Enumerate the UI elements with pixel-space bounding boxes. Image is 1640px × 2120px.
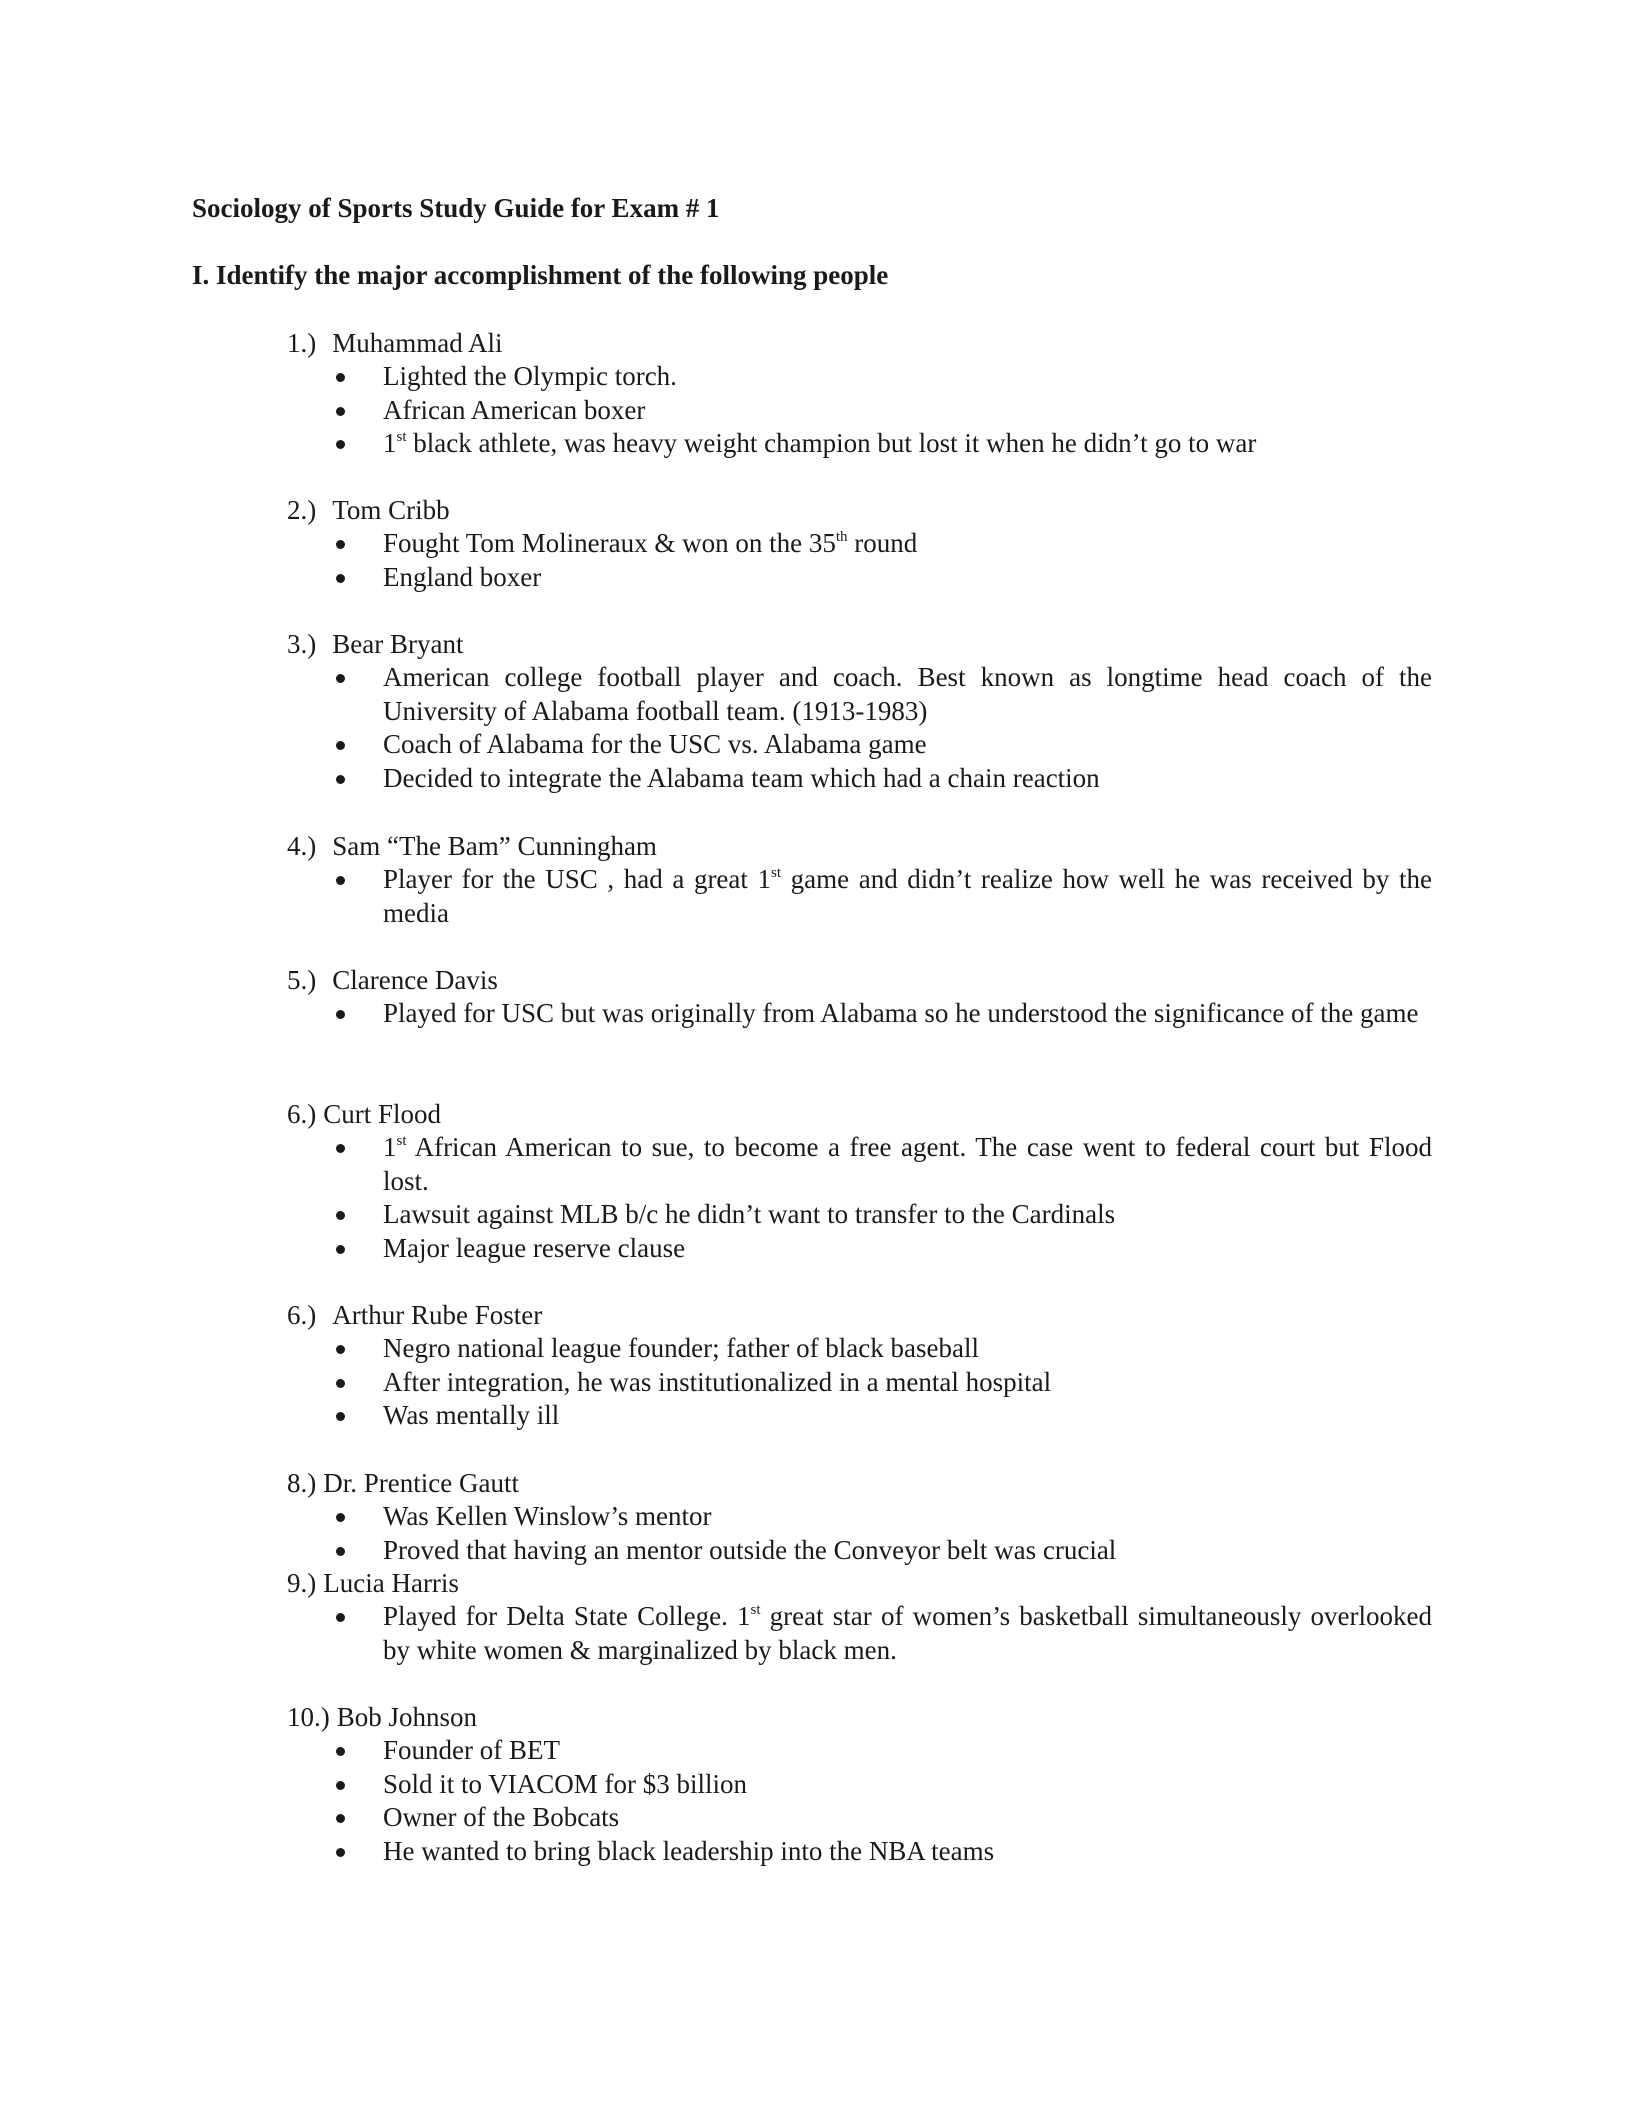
bullet-item: Proved that having an mentor outside the Conveyor belt was crucial xyxy=(0,1534,1432,1568)
entry-name: Bob Johnson xyxy=(336,1702,478,1732)
entry-name: Lucia Harris xyxy=(323,1568,459,1598)
bullet-dot-icon xyxy=(336,540,345,549)
bullet-item: England boxer xyxy=(0,561,1432,595)
entry-heading xyxy=(287,1466,519,1500)
entry-number: 6.) xyxy=(287,1099,317,1129)
bullet-list xyxy=(0,1734,1640,1868)
bullet-dot-icon xyxy=(336,876,345,885)
bullet-list xyxy=(0,661,1640,795)
bullet-dot-icon xyxy=(336,1781,345,1790)
bullet-item: 1st black athlete, was heavy weight champion but lost it when he didn’t go to war xyxy=(0,427,1432,461)
entry-name: Sam “The Bam” Cunningham xyxy=(332,831,657,861)
bullet-dot-icon xyxy=(336,775,345,784)
bullet-dot-icon xyxy=(336,1513,345,1522)
entry-number: 9.) xyxy=(287,1568,317,1598)
bullet-dot-icon xyxy=(336,1814,345,1823)
bullet-item: Lawsuit against MLB b/c he didn’t want to transfer to the Cardinals xyxy=(0,1198,1432,1232)
entry-number: 1.) xyxy=(287,328,317,358)
bullet-dot-icon xyxy=(336,1345,345,1354)
bullet-dot-icon xyxy=(336,741,345,750)
bullet-dot-icon xyxy=(336,674,345,683)
entry-number: 6.) xyxy=(287,1300,317,1330)
entry-name: Clarence Davis xyxy=(332,965,498,995)
bullet-item: Fought Tom Molineraux & won on the 35th round xyxy=(0,527,1432,561)
bullet-list xyxy=(0,360,1640,461)
entry-name: Bear Bryant xyxy=(332,629,464,659)
bullet-item: Was Kellen Winslow’s mentor xyxy=(0,1500,1432,1534)
entry-heading xyxy=(287,1097,441,1131)
document-title: Sociology of Sports Study Guide for Exam # 1 xyxy=(192,193,720,223)
bullet-list xyxy=(0,1131,1640,1265)
entry-heading xyxy=(287,1298,542,1332)
entry-heading xyxy=(287,326,503,360)
entry-heading xyxy=(287,493,450,527)
bullet-item: Played for Delta State College. 1st great star of women’s basketball simultaneously overlooked by white women & marginalized by black men. xyxy=(0,1600,1432,1667)
bullet-dot-icon xyxy=(336,1144,345,1153)
bullet-item: Decided to integrate the Alabama team which had a chain reaction xyxy=(0,762,1432,796)
bullet-item: After integration, he was institutionalized in a mental hospital xyxy=(0,1366,1432,1400)
bullet-dot-icon xyxy=(336,407,345,416)
bullet-item: Major league reserve clause xyxy=(0,1232,1432,1266)
bullet-dot-icon xyxy=(336,440,345,449)
bullet-dot-icon xyxy=(336,1547,345,1556)
entry-name: Arthur Rube Foster xyxy=(332,1300,543,1330)
bullet-list xyxy=(0,527,1640,594)
bullet-dot-icon xyxy=(336,1613,345,1622)
bullet-dot-icon xyxy=(336,1848,345,1857)
bullet-item: American college football player and coach. Best known as longtime head coach of the University of Alabama football team. (1913-1983) xyxy=(0,661,1432,728)
entry-number: 2.) xyxy=(287,495,317,525)
bullet-item: He wanted to bring black leadership into the NBA teams xyxy=(0,1835,1432,1869)
bullet-dot-icon xyxy=(336,1245,345,1254)
entry-number: 10.) xyxy=(287,1702,330,1732)
bullet-list xyxy=(0,1332,1640,1433)
entry-heading xyxy=(287,1566,459,1600)
entry-name: Dr. Prentice Gautt xyxy=(323,1468,519,1498)
bullet-item: Lighted the Olympic torch. xyxy=(0,360,1432,394)
bullet-item: Played for USC but was originally from Alabama so he understood the significance of the game xyxy=(0,997,1432,1031)
entry-name: Muhammad Ali xyxy=(332,328,503,358)
bullet-dot-icon xyxy=(336,1379,345,1388)
bullet-list xyxy=(0,1600,1640,1667)
entry-name: Curt Flood xyxy=(323,1099,442,1129)
bullet-item: African American boxer xyxy=(0,394,1432,428)
entry-heading xyxy=(287,1700,477,1734)
bullet-list xyxy=(0,863,1640,930)
entry-heading xyxy=(287,627,463,661)
bullet-item: Negro national league founder; father of black baseball xyxy=(0,1332,1432,1366)
entry-heading xyxy=(287,963,498,997)
entry-number: 3.) xyxy=(287,629,317,659)
bullet-list xyxy=(0,997,1640,1031)
bullet-dot-icon xyxy=(336,1211,345,1220)
bullet-dot-icon xyxy=(336,574,345,583)
section-heading: I. Identify the major accomplishment of the following people xyxy=(192,260,889,290)
bullet-item: Founder of BET xyxy=(0,1734,1432,1768)
bullet-item: Player for the USC , had a great 1st game and didn’t realize how well he was received by the media xyxy=(0,863,1432,930)
entry-number: 5.) xyxy=(287,965,317,995)
bullet-dot-icon xyxy=(336,1747,345,1756)
bullet-item: Sold it to VIACOM for $3 billion xyxy=(0,1768,1432,1802)
bullet-dot-icon xyxy=(336,1010,345,1019)
bullet-dot-icon xyxy=(336,373,345,382)
bullet-item: Owner of the Bobcats xyxy=(0,1801,1432,1835)
bullet-item: 1st African American to sue, to become a free agent. The case went to federal court but Flood lost. xyxy=(0,1131,1432,1198)
entry-number: 8.) xyxy=(287,1468,317,1498)
entry-heading xyxy=(287,829,657,863)
entry-number: 4.) xyxy=(287,831,317,861)
bullet-dot-icon xyxy=(336,1412,345,1421)
bullet-item: Was mentally ill xyxy=(0,1399,1432,1433)
bullet-item: Coach of Alabama for the USC vs. Alabama game xyxy=(0,728,1432,762)
entry-name: Tom Cribb xyxy=(332,495,450,525)
bullet-list xyxy=(0,1500,1640,1567)
